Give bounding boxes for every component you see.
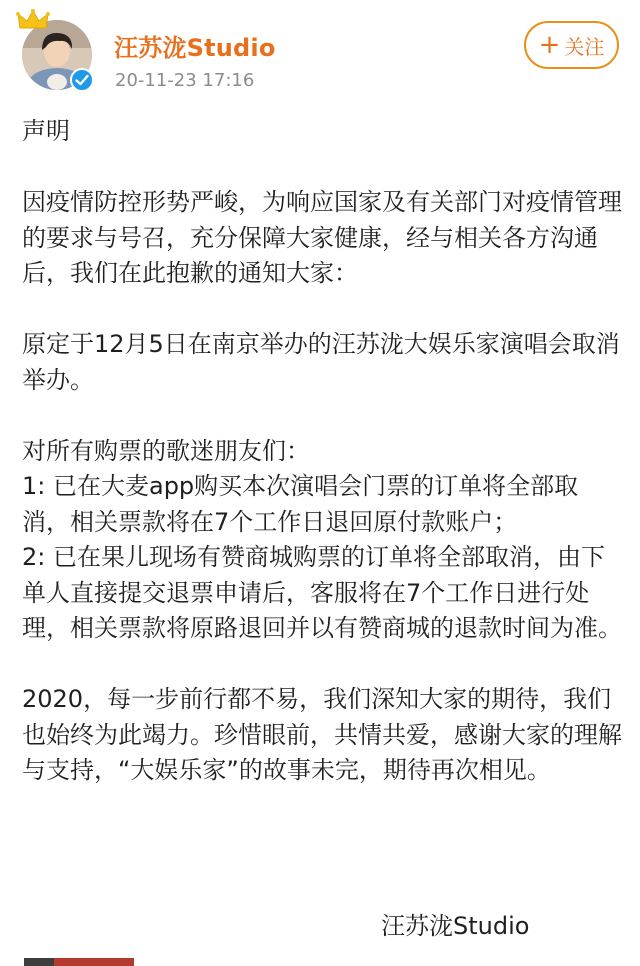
closing-paragraph: 2020，每一步前行都不易，我们深知大家的期待，我们也始终为此竭力。珍惜眼前，共情共爱，感谢大家的理解与支持，“大娱乐家”的故事未完，期待再次相见。 bbox=[22, 685, 622, 784]
verified-badge-icon bbox=[70, 68, 94, 92]
image-thumbnail[interactable] bbox=[24, 958, 134, 966]
refund-intro: 对所有购票的歌迷朋友们： bbox=[22, 436, 310, 465]
post-header bbox=[0, 0, 640, 100]
post-paragraph-2: 原定于12月5日在南京举办的汪苏泷大娱乐家演唱会取消举办。 bbox=[22, 330, 620, 394]
refund-item-1: 1: 已在大麦app购买本次演唱会门票的订单将全部取消，相关票款将在7个工作日退回原付款账户； bbox=[22, 472, 579, 536]
plus-icon: + bbox=[538, 30, 561, 60]
post-signature: 汪苏泷Studio bbox=[381, 912, 530, 940]
user-name[interactable]: 汪苏泷Studio bbox=[114, 34, 276, 62]
post-paragraph-1: 因疫情防控形势严峻，为响应国家及有关部门对疫情管理的要求与号召，充分保障大家健康，经与相关各方沟通后，我们在此抱歉的通知大家： bbox=[22, 188, 622, 287]
follow-label: 关注 bbox=[564, 34, 605, 59]
follow-button[interactable] bbox=[524, 21, 619, 69]
crown-icon bbox=[16, 8, 50, 34]
refund-item-2: 2: 已在果儿现场有赞商城购票的订单将全部取消，由下单人直接提交退票申请后，客服将在7个工作日进行处理，相关票款将原路退回并以有赞商城的退款时间为准。 bbox=[22, 543, 622, 642]
post-content bbox=[22, 114, 622, 789]
avatar-container[interactable] bbox=[22, 20, 96, 94]
post-title: 声明 bbox=[22, 117, 70, 145]
post-timestamp: 20-11-23 17:16 bbox=[115, 70, 255, 91]
